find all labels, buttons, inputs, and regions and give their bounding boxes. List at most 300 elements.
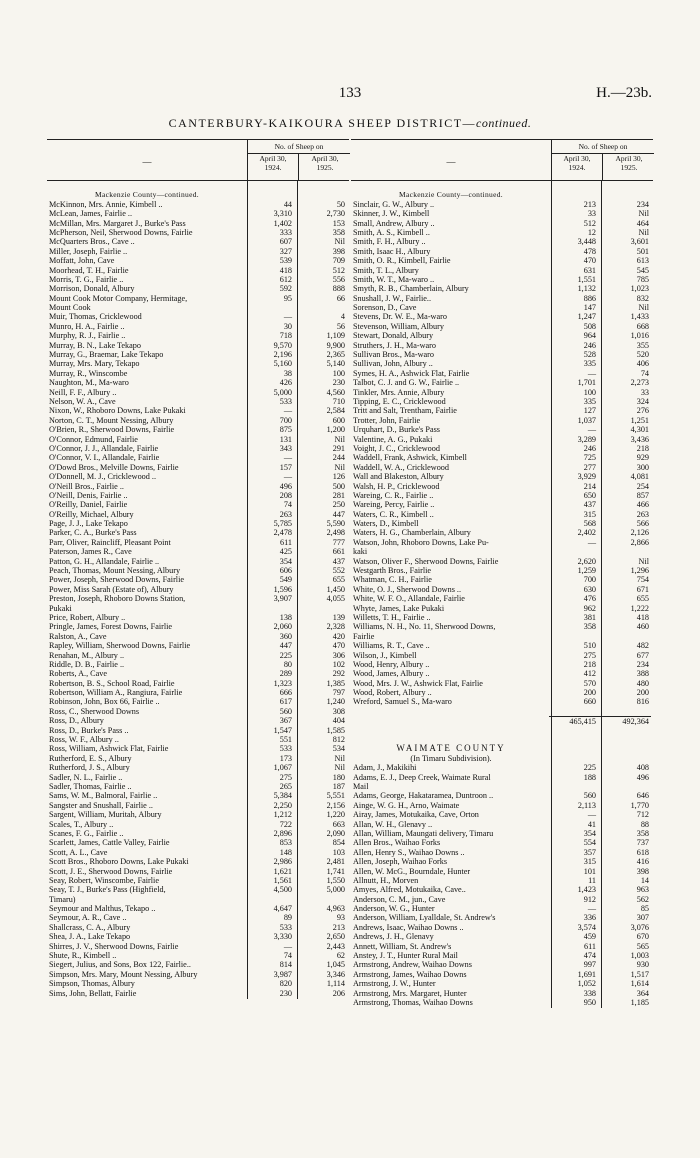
sheep-1925: 3,346 <box>326 969 345 979</box>
table-row <box>351 697 653 706</box>
table-row <box>47 237 349 246</box>
table-row <box>47 200 349 209</box>
owner-name: O'Connor, V. I., Allandale, Fairlie <box>49 453 160 463</box>
owner-name: Neill, F. F., Albury .. <box>49 387 117 397</box>
table-row <box>47 350 349 359</box>
table-row <box>47 801 349 810</box>
table-row <box>351 416 653 425</box>
table-row <box>351 397 653 406</box>
owner-name: Seymour, A. R., Cave .. <box>49 913 127 923</box>
owner-name: Smith, T. L., Albury <box>353 265 419 275</box>
table-row <box>47 641 349 650</box>
owner-name: Tritt and Salt, Trentham, Fairlie <box>353 406 457 416</box>
sheep-1924: 3,448 <box>577 237 596 247</box>
owner-name: Sims, John, Bellatt, Fairlie <box>49 988 137 998</box>
sheep-1925: 398 <box>636 866 649 876</box>
owner-name: Amyes, Alfred, Motukaika, Cave.. <box>353 885 466 895</box>
owner-name: Riddle, D. B., Fairlie .. <box>49 659 125 669</box>
table-row <box>351 350 653 359</box>
column-rule <box>601 181 602 1008</box>
table-row <box>351 378 653 387</box>
sheep-1925: 2,156 <box>326 800 345 810</box>
sheep-1924: 496 <box>279 481 292 491</box>
owner-name: Wareing, Percy, Fairlie .. <box>353 500 435 510</box>
table-row <box>47 895 349 904</box>
sheep-1925 <box>295 303 347 312</box>
table-row <box>47 867 349 876</box>
table-row <box>351 547 653 556</box>
owner-name: Skinner, J. W., Kimbell <box>353 209 430 219</box>
sheep-1925: 33 <box>640 387 649 397</box>
table-row <box>47 444 349 453</box>
report-reference: H.—23b. <box>596 85 652 101</box>
owner-name: Simpson, Mrs. Mary, Mount Nessing, Albury <box>49 969 198 979</box>
sheep-1924: 173 <box>279 753 292 763</box>
column-rule <box>297 181 298 999</box>
table-row <box>351 960 653 969</box>
table-row <box>351 528 653 537</box>
owner-name: O'Dowd Bros., Melville Downs, Fairlie <box>49 462 179 472</box>
spacer-row <box>351 735 653 744</box>
owner-name: Anderson, William, Lyalldale, St. Andrew's <box>353 913 496 923</box>
owner-name: Armstrong, J. W., Hunter <box>353 979 436 989</box>
owner-name: Whyte, James, Lake Pukaki <box>353 603 445 613</box>
sheep-1925: 480 <box>636 678 649 688</box>
sheep-1924: 2,113 <box>577 800 596 810</box>
sheep-1925 <box>295 895 347 904</box>
table-row <box>47 528 349 537</box>
table-row <box>351 857 653 866</box>
sheep-1924: 560 <box>583 791 596 801</box>
sheep-1925: 646 <box>636 791 649 801</box>
sheep-1924: 568 <box>583 519 596 529</box>
table-row <box>47 303 349 312</box>
owner-name: Seay, Robert, Winscombe, Fairlie <box>49 875 159 885</box>
sheep-1925: 1,770 <box>630 800 649 810</box>
sheep-1925: 50 <box>336 199 345 209</box>
owner-name: Power, Joseph, Sherwood Downs, Fairlie <box>49 575 184 585</box>
sheep-1925: 234 <box>636 659 649 669</box>
sheep-1925: 3,076 <box>630 922 649 932</box>
sheep-1925: 500 <box>332 481 345 491</box>
table-row <box>47 519 349 528</box>
sheep-1925: 888 <box>332 284 345 294</box>
owner-name: Murray, B. N., Lake Tekapo <box>49 340 141 350</box>
table-row <box>47 604 349 613</box>
sheep-1925: 364 <box>636 988 649 998</box>
table-row <box>47 359 349 368</box>
sheep-1924: 1,323 <box>273 678 292 688</box>
sheep-count-header: No. of Sheep on <box>248 140 350 154</box>
table-row <box>351 388 653 397</box>
table-row <box>47 951 349 960</box>
sheep-1924: 1,621 <box>273 866 292 876</box>
table-row <box>47 453 349 462</box>
sheep-1924: 607 <box>279 237 292 247</box>
title-main: CANTERBURY-KAIKOURA SHEEP DISTRICT— <box>168 116 477 130</box>
sheep-1925: 437 <box>332 556 345 566</box>
sheep-1924: 277 <box>583 462 596 472</box>
owner-name: Allen, W. McG., Bourndale, Hunter <box>353 866 471 876</box>
sheep-1925 <box>599 754 651 763</box>
table-row <box>47 716 349 725</box>
sheep-1925: 2,481 <box>326 857 345 867</box>
sheep-1925: 5,140 <box>326 359 345 369</box>
spacer-row <box>351 181 653 190</box>
sheep-1925: 1,517 <box>630 969 649 979</box>
sheep-1925 <box>599 782 651 791</box>
owner-name: Seymour and Malthus, Tekapo .. <box>49 904 156 914</box>
owner-name: Allan, W. H., Glenavy .. <box>353 819 433 829</box>
right-table <box>351 139 653 1007</box>
owner-name: Murphy, R. J., Fairlie .. <box>49 331 126 341</box>
owner-name: O'Donnell, M. J., Cricklewood .. <box>49 472 156 482</box>
sheep-1924: 418 <box>279 265 292 275</box>
owner-name: Murray, G., Braemar, Lake Tekapo <box>49 350 164 360</box>
owner-name: Stewart, Donald, Albury <box>353 331 434 341</box>
sheep-1925: 2,443 <box>326 941 345 951</box>
table-row <box>47 613 349 622</box>
table-row <box>351 341 653 350</box>
owner-name: Allnutt, H., Morven <box>353 875 419 885</box>
owner-name: Voight, J. C., Cricklewood <box>353 443 440 453</box>
table-row <box>351 641 653 650</box>
sheep-1925: 460 <box>636 622 649 632</box>
owner-name: Smyth, R. B., Chamberlain, Albury <box>353 284 469 294</box>
owner-name: Willetts, T. H., Fairlie .. <box>353 612 431 622</box>
sheep-1924: 3,310 <box>273 209 292 219</box>
owner-name: Armstrong, Andrew, Waihao Downs <box>353 960 472 970</box>
sheep-1925: Nil <box>638 227 649 237</box>
name-column-header: — <box>142 157 152 167</box>
sheep-1925: 404 <box>332 716 345 726</box>
sheep-1924: 437 <box>583 500 596 510</box>
table-row <box>351 510 653 519</box>
table-row <box>351 848 653 857</box>
sheep-1925: 324 <box>636 396 649 406</box>
section-heading <box>47 190 349 199</box>
owner-name <box>351 716 549 725</box>
table-row <box>351 660 653 669</box>
table-row <box>47 932 349 941</box>
sheep-1924: 592 <box>279 284 292 294</box>
sheep-1925: 661 <box>332 547 345 557</box>
owner-name: Symes, H. A., Ashwick Flat, Fairlie <box>353 368 470 378</box>
table-row <box>47 688 349 697</box>
sheep-1924: 1,037 <box>577 415 596 425</box>
table-row <box>47 735 349 744</box>
owner-name: Smith, O. R., Kimbell, Fairlie <box>353 256 451 266</box>
table-row <box>351 604 653 613</box>
page-number: 133 <box>338 85 362 101</box>
owner-name: Sinclair, G. W., Albury .. <box>353 199 435 209</box>
owner-name: Tipping, E. C., Cricklewood <box>353 396 446 406</box>
sheep-1925: Nil <box>334 237 345 247</box>
sheep-1924: 95 <box>283 293 292 303</box>
sheep-1924: 617 <box>279 697 292 707</box>
table-row <box>47 275 349 284</box>
sheep-1925: 1,016 <box>630 331 649 341</box>
owner-name: Waters, D., Kimbell <box>353 519 419 529</box>
sheep-1924: 549 <box>279 575 292 585</box>
table-row <box>47 970 349 979</box>
owner-name: Parker, C. A., Burke's Pass <box>49 528 137 538</box>
sheep-1925: 556 <box>332 274 345 284</box>
sheep-1924: 1,052 <box>577 979 596 989</box>
sheep-1925: 398 <box>332 246 345 256</box>
table-row <box>47 547 349 556</box>
owner-name: Norton, C. T., Mount Nessing, Albury <box>49 415 174 425</box>
sheep-1924: 147 <box>583 303 596 313</box>
sheep-1924: 263 <box>279 509 292 519</box>
table-row <box>47 707 349 716</box>
sheep-1924: 612 <box>279 274 292 284</box>
owner-name: Armstrong, Mrs. Margaret, Hunter <box>353 988 467 998</box>
sheep-1924: 539 <box>279 256 292 266</box>
owner-name: Waddell, Frank, Ashwick, Kimbell <box>353 453 467 463</box>
sheep-1924: 1,691 <box>577 969 596 979</box>
table-row <box>47 266 349 275</box>
owner-name: Allan, William, Maungati delivery, Timaru <box>353 828 494 838</box>
sheep-1925 <box>599 547 651 556</box>
sheep-1925: 2,498 <box>326 528 345 538</box>
owner-name: Armstrong, Thomas, Waihao Downs <box>353 997 473 1007</box>
table-row <box>47 369 349 378</box>
sheep-1924: 465,415 <box>549 716 599 725</box>
sheep-1924: 5,000 <box>273 387 292 397</box>
owner-name: Ross, W. F., Albury .. <box>49 735 119 745</box>
owner-name: Ross, D., Albury <box>49 716 104 726</box>
table-row <box>351 913 653 922</box>
sheep-1924: 289 <box>279 669 292 679</box>
sheep-1925: 139 <box>332 612 345 622</box>
table-row <box>47 754 349 763</box>
sheep-1924: 1,561 <box>273 875 292 885</box>
table-row <box>351 275 653 284</box>
sheep-1924: 335 <box>583 359 596 369</box>
sheep-1924: 5,384 <box>273 791 292 801</box>
sheep-1924: 631 <box>583 265 596 275</box>
owner-name: Morris, T. G., Fairlie .. <box>49 274 124 284</box>
owner-name: Scarlett, James, Cattle Valley, Fairlie <box>49 838 170 848</box>
sheep-1925: 545 <box>636 265 649 275</box>
table-row <box>351 491 653 500</box>
sheep-1924: 275 <box>279 772 292 782</box>
table-row <box>351 791 653 800</box>
table-row <box>47 829 349 838</box>
sheep-1924: 1,212 <box>273 810 292 820</box>
sheep-1924: 470 <box>583 256 596 266</box>
table-row <box>47 425 349 434</box>
owner-name: Nelson, W. A., Cave <box>49 396 116 406</box>
table-row <box>351 885 653 894</box>
table-row <box>351 763 653 772</box>
owner-name: Robertson, William A., Rangiura, Fairlie <box>49 688 183 698</box>
owner-name: Rutherford, E. S., Albury <box>49 753 132 763</box>
sheep-1925: 712 <box>636 810 649 820</box>
sheep-1925: 56 <box>336 321 345 331</box>
sheep-1925: 1,200 <box>326 425 345 435</box>
owner-name: Whatman, C. H., Fairlie <box>353 575 432 585</box>
sheep-1925: 291 <box>332 443 345 453</box>
sheep-1924: 1,067 <box>273 763 292 773</box>
sheep-1924: 1,423 <box>577 885 596 895</box>
sheep-1924: 3,929 <box>577 472 596 482</box>
sheep-1925: 292 <box>332 669 345 679</box>
sheep-1925: 816 <box>636 697 649 707</box>
owner-name: Siegert, Julius, and Sons, Box 122, Fairlie.. <box>49 960 191 970</box>
sheep-1925: 206 <box>332 988 345 998</box>
sheep-1925: 1,251 <box>630 415 649 425</box>
sheep-1924: 700 <box>279 415 292 425</box>
sheep-1925: Nil <box>334 434 345 444</box>
sheep-1925: 785 <box>636 274 649 284</box>
section-heading <box>351 190 653 199</box>
sheep-1925: 308 <box>332 706 345 716</box>
sheep-1925: 2,650 <box>326 932 345 942</box>
sheep-1924: 2,896 <box>273 828 292 838</box>
table-row <box>351 951 653 960</box>
sheep-1925: 5,551 <box>326 791 345 801</box>
sheep-1925: 213 <box>332 922 345 932</box>
sheep-1925: 230 <box>332 378 345 388</box>
sheep-1924: 650 <box>583 490 596 500</box>
sheep-1925: 1,109 <box>326 331 345 341</box>
sheep-1924: 354 <box>583 828 596 838</box>
table-row <box>47 697 349 706</box>
sheep-1924: 1,547 <box>273 725 292 735</box>
owner-name: kaki <box>353 547 368 557</box>
sheep-1925: 2,126 <box>630 528 649 538</box>
owner-name: Stevens, Dr. W. E., Ma-waro <box>353 312 447 322</box>
sheep-1925: 482 <box>636 641 649 651</box>
sheep-1925: 832 <box>636 293 649 303</box>
sheep-1924: 2,478 <box>273 528 292 538</box>
table-row <box>351 237 653 246</box>
table-row <box>47 876 349 885</box>
sheep-1924: 315 <box>583 857 596 867</box>
sheep-1924: — <box>283 406 292 416</box>
sheep-1924: 570 <box>583 678 596 688</box>
owner-name: Shute, R., Kimbell .. <box>49 951 117 961</box>
sheep-1924: 343 <box>279 443 292 453</box>
table-row <box>351 322 653 331</box>
sheep-1925: 1,240 <box>326 697 345 707</box>
sheep-1924: 508 <box>583 321 596 331</box>
table-row <box>351 989 653 998</box>
sheep-1924: 2,196 <box>273 350 292 360</box>
owner-name: Roberts, A., Cave <box>49 669 107 679</box>
owner-name: Smith, A. S., Kimbell .. <box>353 227 430 237</box>
owner-name: Sorenson, D., Cave <box>353 303 417 313</box>
sheep-1924: 157 <box>279 462 292 472</box>
sheep-1924: 820 <box>279 979 292 989</box>
table-row <box>351 500 653 509</box>
table-row <box>351 651 653 660</box>
table-row <box>47 209 349 218</box>
owner-name: Robinson, John, Box 66, Fairlie .. <box>49 697 160 707</box>
sheep-1925 <box>599 744 651 753</box>
table-row <box>47 397 349 406</box>
sheep-1925: 929 <box>636 453 649 463</box>
col-1925-header: April 30, 1925. <box>602 154 655 180</box>
table-row <box>47 294 349 303</box>
sheep-1925: 1,045 <box>326 960 345 970</box>
owner-name: Power, Miss Sarah (Estate of), Albury <box>49 584 174 594</box>
sheep-1925: 930 <box>636 960 649 970</box>
owner-name: Shirres, J. V., Sherwood Downs, Fairlie <box>49 941 179 951</box>
sheep-1925: 566 <box>636 519 649 529</box>
table-row <box>351 970 653 979</box>
owner-name: O'Brien, R., Sherwood Downs, Fairlie <box>49 425 175 435</box>
table-row <box>47 669 349 678</box>
sheep-1925: 300 <box>636 462 649 472</box>
sheep-1924: 606 <box>279 566 292 576</box>
table-row <box>351 585 653 594</box>
table-row <box>47 820 349 829</box>
owner-name: Parr, Oliver, Raincliff, Pleasant Point <box>49 537 171 547</box>
sheep-1925: 668 <box>636 321 649 331</box>
left-table-body <box>47 181 349 998</box>
table-row <box>47 979 349 988</box>
sheep-1925: 388 <box>636 669 649 679</box>
table-row <box>47 500 349 509</box>
sheep-1924: 275 <box>583 650 596 660</box>
sheep-1924: 611 <box>584 941 596 951</box>
sheep-1925: 600 <box>332 415 345 425</box>
sheep-1924: — <box>283 312 292 322</box>
owner-name: Sadler, N. L., Fairlie .. <box>49 772 123 782</box>
owner-name: Naughton, M., Ma-waro <box>49 378 129 388</box>
sheep-1925: 1,550 <box>326 875 345 885</box>
sheep-1924: 360 <box>279 631 292 641</box>
owner-name: Scanes, F. G., Fairlie .. <box>49 828 124 838</box>
table-row <box>47 744 349 753</box>
sheep-1925: 470 <box>332 641 345 651</box>
sheep-1925: 447 <box>332 509 345 519</box>
table-row <box>47 510 349 519</box>
owner-name: McKinnon, Mrs. Annie, Kimbell .. <box>49 199 163 209</box>
sheep-1925: 655 <box>332 575 345 585</box>
owner-name: O'Neill Bros., Fairlie .. <box>49 481 124 491</box>
table-row <box>351 519 653 528</box>
left-table-header <box>47 139 349 181</box>
col-1925-header: April 30, 1925. <box>298 154 351 180</box>
table-row <box>351 613 653 622</box>
owner-name: Scott, J. E., Sherwood Downs, Fairlie <box>49 866 173 876</box>
table-row <box>47 848 349 857</box>
sheep-1925: 2,090 <box>326 828 345 838</box>
sheep-1925 <box>295 604 347 613</box>
sheep-1925: 66 <box>336 293 345 303</box>
owner-name: WAIMATE COUNTY <box>396 744 506 754</box>
table-row <box>47 810 349 819</box>
sheep-1925: 1,614 <box>630 979 649 989</box>
column-rule <box>551 181 552 1008</box>
sheep-1924: 100 <box>583 387 596 397</box>
table-row <box>47 228 349 237</box>
title-continued: continued. <box>476 116 532 130</box>
sheep-1924: 3,330 <box>273 932 292 942</box>
owner-name: Williams, R. T., Cave .. <box>353 641 430 651</box>
sheep-1925: 1,185 <box>630 997 649 1007</box>
owner-name: Valentine, A. G., Pukaki <box>353 434 433 444</box>
table-row <box>351 406 653 415</box>
sheep-1924: 1,596 <box>273 584 292 594</box>
owner-name: Allen, Henry S., Waihao Downs .. <box>353 847 465 857</box>
sheep-1925: 1,450 <box>326 584 345 594</box>
table-row <box>47 322 349 331</box>
